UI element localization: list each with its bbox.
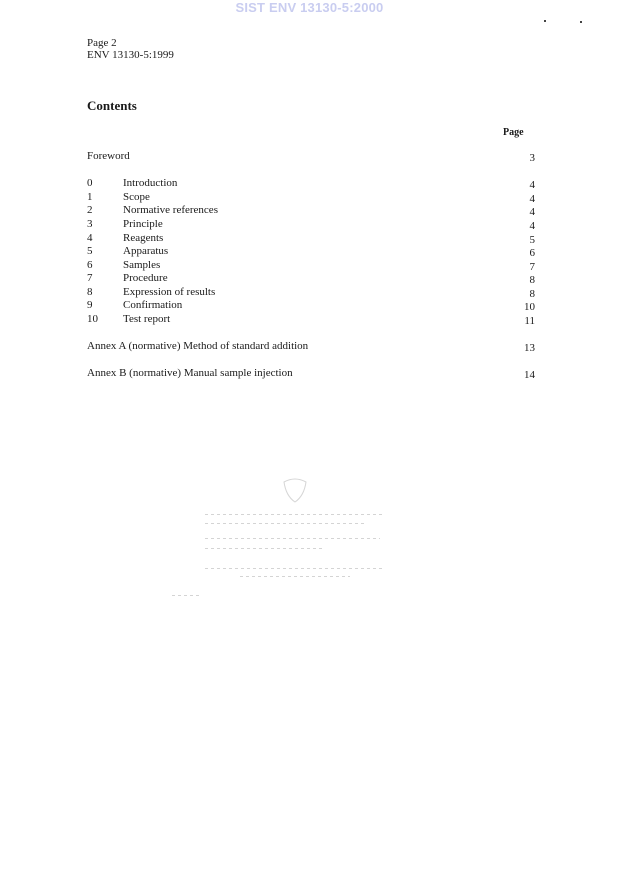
- toc-entry-page: 11: [524, 315, 535, 327]
- toc-entry: [87, 245, 535, 259]
- toc-entry-number: 10: [87, 313, 98, 325]
- toc-entry-title: Scope: [123, 191, 150, 203]
- toc-entry-title: Annex A (normative) Method of standard addition: [87, 340, 309, 352]
- toc-entry-number: 1: [87, 191, 93, 203]
- toc-entry-page: 4: [529, 179, 535, 191]
- emblem-icon: [280, 478, 310, 504]
- toc-entry-annex-a: [87, 340, 535, 354]
- toc-entry: [87, 272, 535, 286]
- toc-entry-number: 2: [87, 204, 93, 216]
- toc-entry-title: Procedure: [123, 272, 168, 284]
- toc-entry-page: 8: [529, 274, 535, 286]
- toc-entry-title: Samples: [123, 259, 161, 271]
- toc-entry-title: Apparatus: [123, 245, 169, 257]
- toc-entry-title: Reagents: [123, 232, 164, 244]
- toc-entry-annex-b: [87, 367, 535, 381]
- toc-entry-number: 8: [87, 286, 93, 298]
- toc-entry-number: 3: [87, 218, 93, 230]
- toc-entry: [87, 286, 535, 300]
- toc-entry-title: Principle: [123, 218, 163, 230]
- toc-entry-foreword: [87, 150, 535, 164]
- toc-entry-title: Confirmation: [123, 299, 183, 311]
- faded-stamp-graphic: [200, 478, 390, 598]
- toc-entry-page: 13: [524, 342, 535, 354]
- toc-entry-title: Introduction: [123, 177, 178, 189]
- page-header: [87, 37, 174, 61]
- toc-entry-number: 5: [87, 245, 93, 257]
- toc-entry-page: 10: [524, 301, 535, 313]
- page-number: Page 2: [87, 37, 117, 49]
- toc-entry-page: 7: [529, 261, 535, 273]
- toc-entry: [87, 204, 535, 218]
- toc-entry: [87, 177, 535, 191]
- toc-entry-number: 0: [87, 177, 93, 189]
- page-column-label: Page: [503, 127, 524, 138]
- toc-entry-title: Normative references: [123, 204, 218, 216]
- toc-entry-title: Expression of results: [123, 286, 216, 298]
- toc-entry-page: 4: [529, 206, 535, 218]
- scan-speck: [544, 20, 546, 22]
- toc-entry-title: Test report: [123, 313, 171, 325]
- toc-entry-title: Foreword: [87, 150, 130, 162]
- toc-entry-page: 6: [529, 247, 535, 259]
- toc-entry-page: 14: [524, 369, 535, 381]
- toc-entry-number: 9: [87, 299, 93, 311]
- toc-entry-number: 4: [87, 232, 93, 244]
- toc-entry: [87, 218, 535, 232]
- toc-entry-number: 7: [87, 272, 93, 284]
- toc-entry: [87, 313, 535, 327]
- toc-entry: [87, 299, 535, 313]
- toc-entry-number: 6: [87, 259, 93, 271]
- toc-entry: [87, 259, 535, 273]
- contents-heading: Contents: [87, 98, 137, 113]
- toc-entry: [87, 191, 535, 205]
- document-id: ENV 13130-5:1999: [87, 49, 174, 61]
- toc-entry-page: 4: [529, 220, 535, 232]
- toc-entry-page: 8: [529, 288, 535, 300]
- toc-entry-page: 5: [529, 234, 535, 246]
- scan-speck: [580, 21, 582, 23]
- toc-entry-title: Annex B (normative) Manual sample injection: [87, 367, 293, 379]
- watermark: SIST ENV 13130-5:2000: [235, 0, 384, 15]
- toc-entry: [87, 232, 535, 246]
- toc-entry-page: 3: [529, 152, 535, 164]
- toc-entry-page: 4: [529, 193, 535, 205]
